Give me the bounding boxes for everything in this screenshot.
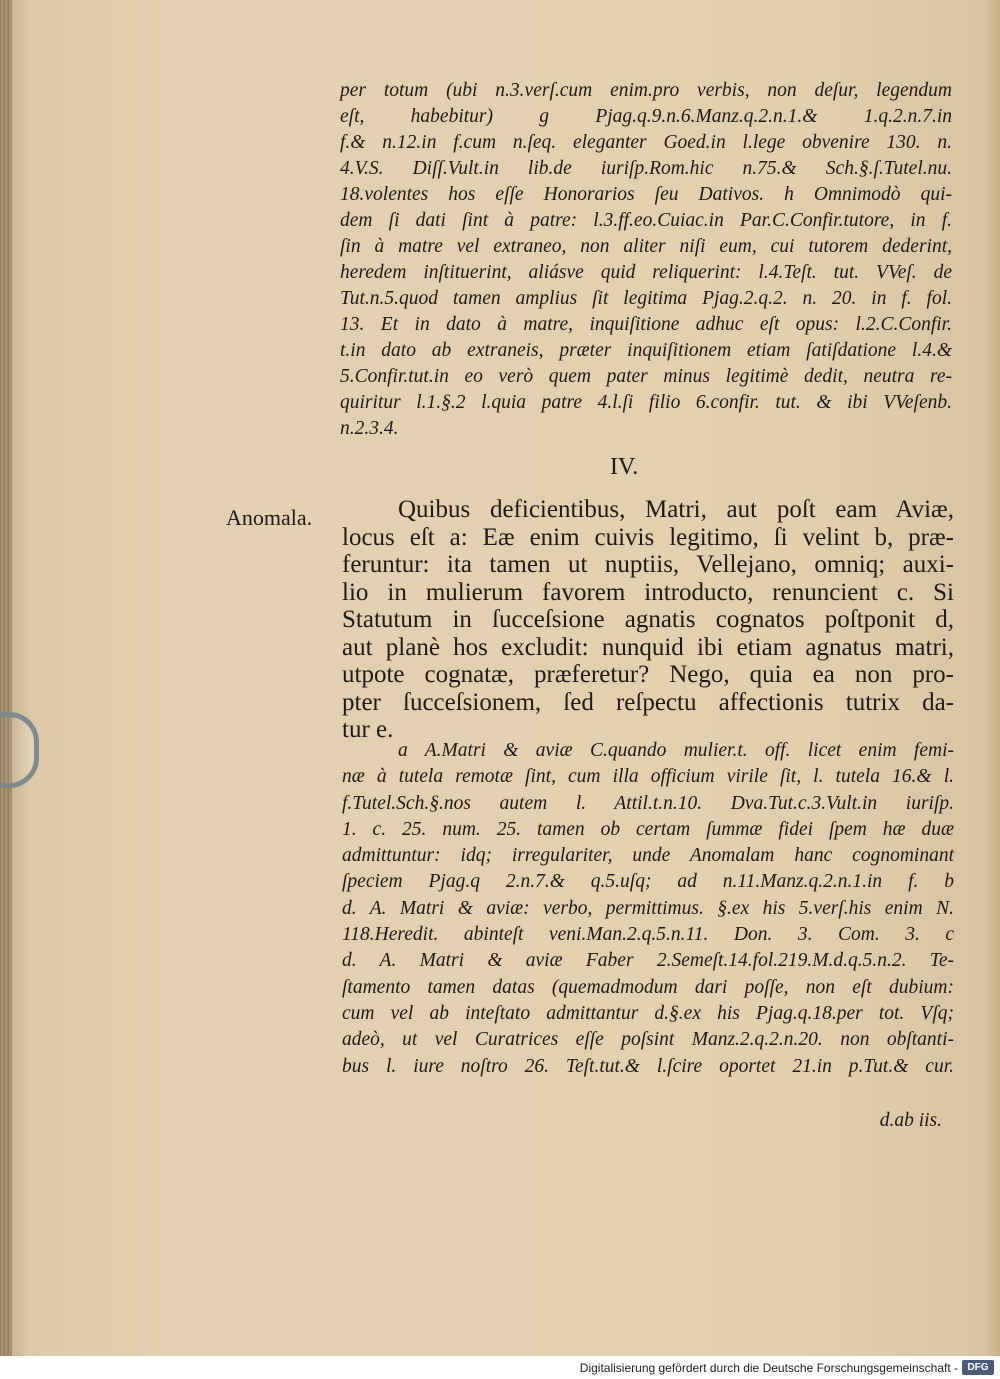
note-line: Tut.n.5.quod tamen amplius ſit legitima Pjag.2.q.2. n. 20. in f. fol. [340, 288, 952, 309]
body-line: lio in mulierum favorem introducto, renuncient c. Si [342, 578, 954, 606]
note-line: ſpeciem Pjag.q 2.n.7.& q.5.uſq; ad n.11.Manz.q.2.n.1.in f. b [342, 871, 954, 893]
book-clasp [0, 712, 39, 788]
note-line: d. A. Matri & aviæ Faber 2.Semeſt.14.fol.219.M.d.q.5.n.2. Te- [342, 950, 954, 972]
funding-credit: Digitalisierung gefördert durch die Deutsche Forschungsgemeinschaft - [579, 1361, 958, 1375]
note-line: admittuntur: idq; irregulariter, unde Anomalam hanc cognominant [342, 845, 954, 867]
note-line: cum vel ab inteſtato admittantur d.§.ex his Pjag.q.18.per tot. Vſq; [342, 1002, 954, 1024]
book-page-edges [0, 0, 12, 1356]
note-line: f.& n.12.in f.cum n.ſeq. eleganter Goed.in l.lege obvenire 130. n. [340, 132, 952, 153]
note-line: heredem inſtituerint, aliásve quid reliquerint: l.4.Teſt. tut. VVeſ. de [340, 262, 952, 283]
note-line: d. A. Matri & aviæ: verbo, permittimus. §.ex his 5.verſ.his enim N. [342, 897, 954, 919]
note-line: per totum (ubi n.3.verſ.cum enim.pro verbis, non deſur, legendum [340, 80, 952, 101]
note-line: 5.Confir.tut.in eo verò quem pater minus legitimè dedit, neutra re- [340, 366, 952, 387]
note-line: dem ſi dati ſint à patre: l.3.ff.eo.Cuiac.in Par.C.Confir.tutore, in f. [340, 210, 952, 231]
note-line: eſt, habebitur) g Pjag.q.9.n.6.Manz.q.2.n.1.& 1.q.2.n.7.in [340, 106, 952, 127]
body-line: pter ſucceſsionem, ſed reſpectu affectionis tutrix da- [342, 688, 954, 716]
margin-note: Anomala. [226, 505, 313, 530]
body-line: tur e. [342, 716, 394, 743]
body-line: aut planè hos excludit: nunquid ibi etiam agnatus matri, [342, 633, 954, 661]
note-line: n.2.3.4. [340, 418, 399, 439]
body-line: locus eſt a: Eæ enim cuivis legitimo, ſi velint b, præ- [342, 523, 954, 551]
dfg-logo: DFG [962, 1360, 994, 1375]
note-line: 4.V.S. Diſſ.Vult.in lib.de iuriſp.Rom.hic n.75.& Sch.§.ſ.Tutel.nu. [340, 158, 952, 179]
section-number: IV. [610, 454, 639, 480]
body-line: Statutum in ſucceſsione agnatis cognatos poſtponit d, [342, 606, 954, 633]
note-line: t.in dato ab extraneis, præter inquiſitionem etiam ſatiſdatione l.4.& [340, 340, 952, 361]
body-line: Quibus deficientibus, Matri, aut poſt eam Aviæ, [398, 496, 954, 523]
note-line: 18.volentes hos eſſe Honorarios ſeu Dativos. h Omnimodò qui- [340, 184, 952, 205]
footnotes-bottom [342, 738, 954, 1080]
digitization-footer [0, 1356, 1000, 1379]
note-line: 13. Et in dato à matre, inquiſitione adhuc eſt opus: l.2.C.Confir. [340, 314, 952, 335]
catchword: d.ab iis. [879, 1110, 942, 1131]
note-line: a A.Matri & aviæ C.quando mulier.t. off. licet enim femi- [398, 740, 954, 761]
note-line: adeò, ut vel Curatrices eſſe poſsint Manz.2.q.2.n.20. non obſtanti- [342, 1029, 954, 1051]
note-line: ſin à matre vel extraneo, non aliter niſi eum, cui tutorem dederint, [340, 236, 952, 257]
note-line: quiritur l.1.§.2 l.quia patre 4.l.ſi filio 6.confir. tut. & ibi VVeſenb. [340, 392, 952, 413]
note-line: 1. c. 25. num. 25. tamen ob certam ſummæ fidei ſpem hæ duæ [342, 818, 954, 840]
note-line: 118.Heredit. abinteſt veni.Man.2.q.5.n.11. Don. 3. Com. 3. c [342, 924, 954, 946]
body-line: feruntur: ita tamen ut nuptiis, Vellejano, omniq; auxi- [342, 551, 954, 578]
body-line: utpote cognatæ, præferetur? Nego, quia ea non pro- [342, 661, 954, 688]
note-line: ſtamento tamen datas (quemadmodum dari poſſe, non eſt dubium: [342, 976, 954, 998]
note-line: bus l. iure noſtro 26. Teſt.tut.& l.ſcire oportet 21.in p.Tut.& cur. [342, 1055, 954, 1077]
main-paragraph [342, 496, 954, 744]
footnotes-top [340, 78, 952, 442]
note-line: næ à tutela remotæ ſint, cum illa officium virile ſit, l. tutela 16.& l. [342, 766, 954, 788]
note-line: f.Tutel.Sch.§.nos autem l. Attil.t.n.10. Dva.Tut.c.3.Vult.in iuriſp. [342, 792, 954, 814]
